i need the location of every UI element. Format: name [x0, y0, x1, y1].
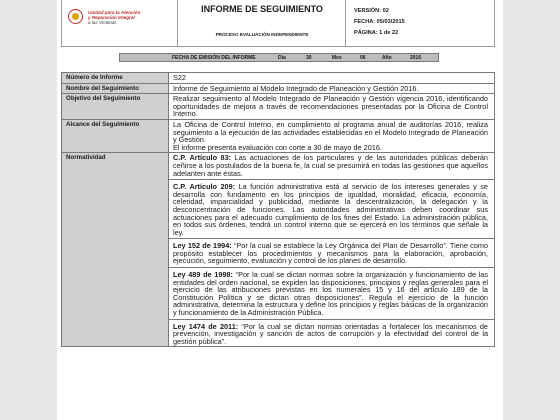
pagina: PÁGINA: 1 de 22	[354, 30, 399, 36]
norm-paragraph	[173, 271, 488, 317]
norm-ref: Ley 1474 de 2011:	[173, 321, 239, 331]
norm-ref: C.P. Artículo 83:	[173, 153, 232, 163]
report-table	[61, 72, 495, 347]
table-row	[62, 84, 494, 95]
row-label-nombre: Nombre del Seguimiento	[62, 84, 169, 94]
norm-text: La función administrativa está al servicio de los intereses generales y se desarrolla con fundamento en los principios de igualdad, moralidad, eficacia, economía, celeridad, imparcialidad y publicidad, mediante la descentralización, la delegación y la desconcentración de funciones. Las autoridades administrativas deben coordinar sus actuaciones para el adecuado cumplimiento de los fines del Estado. La administración pública, en todos sus órdenes, tendrá un control interno que se ejercerá en los términos que señale la ley.	[173, 182, 488, 237]
table-row	[62, 73, 494, 84]
row-value-objetivo: Realizar seguimiento al Modelo Integrado de Planeación y Gestión vigencia 2016, identificando oportunidades de mejora a través de recomendaciones presentadas por la Oficina de Control Interno.	[173, 94, 488, 119]
emission-date-row	[119, 53, 439, 62]
alcance-text-1: La Oficina de Control Interno, en cumplimiento al programa anual de auditorías 2016, realiza seguimiento a la ejecución de las actividades establecidas en el Modelo Integrado de Planeación y Gestión.	[173, 119, 488, 145]
norm-paragraph	[173, 323, 488, 346]
norm-text: Las actuaciones de los particulares y de las autoridades públicas deberán ceñirse a los postulados de la buena fe, la cual se presumirá en todas las gestiones que aquellos adelanten ante éstas.	[173, 153, 488, 178]
alcance-text-2: El informe presenta evaluación con corte a 30 de mayo de 2016.	[173, 142, 382, 152]
year-label: Año	[382, 55, 392, 61]
row-label-numero: Número de Informe	[62, 73, 169, 83]
version: VERSIÓN: 02	[354, 8, 389, 14]
fecha: FECHA: 05/03/2015	[354, 19, 405, 25]
document-meta	[346, 0, 496, 46]
entity-logo	[62, 0, 178, 46]
divider	[169, 179, 494, 180]
norm-paragraph	[173, 183, 488, 236]
logo-line-2: y Reparación Integral	[88, 15, 135, 20]
norm-text: “Por la cual se dictan normas orientadas a fortalecer los mecanismos de prevención, investigación y sanción de actos de corrupción y la efectividad del control de la gestión pública”.	[173, 321, 488, 346]
emission-label: FECHA DE EMISIÓN DEL INFORME	[172, 55, 256, 61]
document-header	[61, 0, 495, 47]
day-label: Día	[278, 55, 286, 61]
month-value: 06	[360, 55, 366, 61]
year-value: 2016	[410, 55, 422, 61]
divider	[169, 238, 494, 239]
row-label-objetivo: Objetivo del Seguimiento	[62, 94, 169, 119]
divider	[169, 267, 494, 268]
logo-line-1: Unidad para la Atención	[88, 10, 141, 15]
norm-paragraph	[173, 154, 488, 177]
document-title: INFORME DE SEGUIMIENTO	[201, 4, 323, 14]
row-value-normatividad	[169, 153, 494, 346]
norm-ref: Ley 489 de 1998:	[173, 270, 233, 280]
logo-line-3: a las Víctimas	[88, 20, 117, 25]
document-sheet	[57, 0, 503, 420]
table-row	[62, 94, 494, 120]
table-row	[62, 120, 494, 153]
norm-ref: Ley 152 de 1994:	[173, 241, 232, 251]
row-value-numero: S22	[173, 73, 186, 82]
divider	[169, 319, 494, 320]
title-cell	[178, 0, 346, 46]
norm-text: “Por la cual se establece la Ley Orgánica del Plan de Desarrollo”. Tiene como propósito establecer los procedimientos y mecanismos para la elaboración, aprobación, ejecución, seguimiento, evaluación y control de los planes de desarrollo.	[173, 241, 488, 266]
norm-ref: C.P. Artículo 209:	[173, 182, 236, 192]
row-label-normatividad: Normatividad	[62, 153, 169, 346]
row-value-alcance	[169, 120, 494, 152]
table-row	[62, 153, 494, 346]
row-value-nombre: Informe de Seguimiento al Modelo Integrado de Planeación y Gestión 2016.	[173, 83, 419, 93]
norm-text: “Por la cual se dictan normas sobre la organización y funcionamiento de las entidades del orden nacional, se expiden las disposiciones, principios y reglas generales para el ejercicio de las atribuciones previstas en los numerales 15 y 16 del artículo 189 de la Constitución Política y se dictan otras disposiciones”. Regula el ejercicio de la función administrativa, determina la estructura y define los principios y reglas básicas de la organización y funcionamiento de la Administración Pública.	[173, 270, 489, 318]
coat-of-arms-icon	[68, 9, 83, 24]
month-label: Mes	[332, 55, 342, 61]
document-subtitle: PROCESO EVALUACIÓN INDEPENDIENTE	[215, 32, 309, 37]
day-value: 30	[306, 55, 312, 61]
norm-paragraph	[173, 242, 488, 265]
row-label-alcance: Alcance del Seguimiento	[62, 120, 169, 152]
